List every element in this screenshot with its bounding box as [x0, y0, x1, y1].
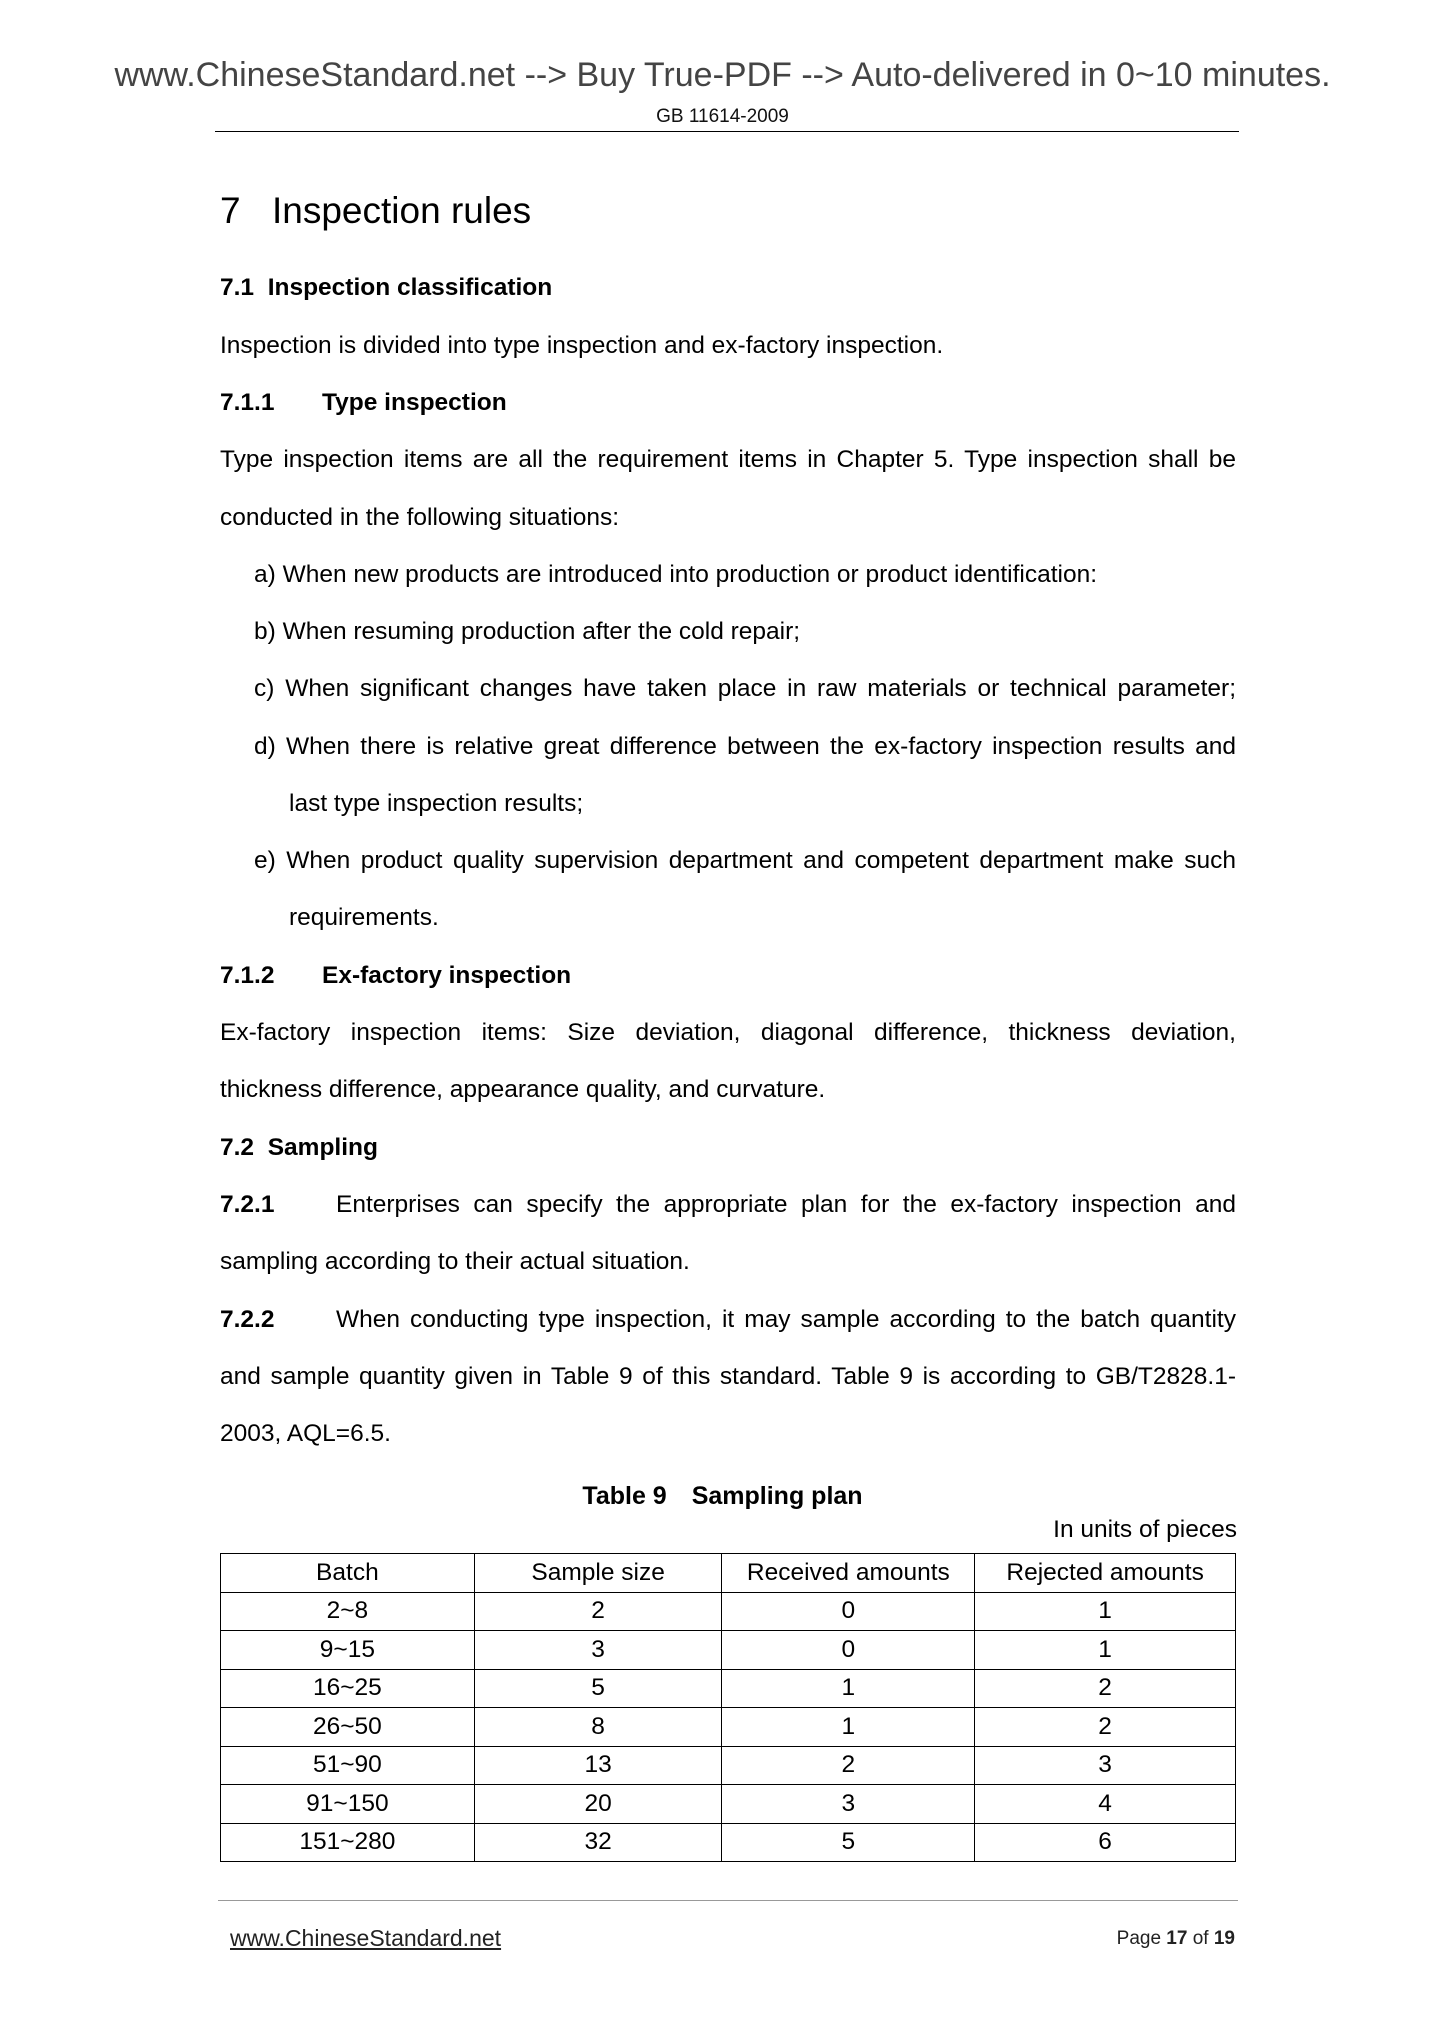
- header-divider: [215, 131, 1239, 132]
- table-cell: 5: [722, 1823, 975, 1862]
- footer-site-link[interactable]: www.ChineseStandard.net: [230, 1925, 502, 1951]
- list-item-b: b) When resuming production after the cold repair;: [254, 618, 801, 645]
- section-7-2-2-line1: [220, 1305, 1236, 1335]
- table-cell: 2: [975, 1669, 1236, 1708]
- list-item-e-continuation: requirements.: [289, 904, 439, 931]
- page-total: 19: [1213, 1928, 1235, 1949]
- table-cell: 3: [722, 1785, 975, 1824]
- section-7-1-title: Inspection classification: [267, 274, 553, 301]
- table-cell: 91~150: [221, 1785, 475, 1824]
- table-header-row: [221, 1554, 1236, 1593]
- section-7-heading: [220, 190, 531, 232]
- section-7-1-1-text-line2: conducted in the following situations:: [220, 504, 620, 531]
- section-7-1-1-title: Type inspection: [322, 389, 507, 416]
- table-row: [221, 1785, 1236, 1824]
- section-7-2-number: 7.2: [220, 1134, 255, 1161]
- section-7-2-2-text-line2: and sample quantity given in Table 9 of this standard. Table 9 is according to GB/T2828.1-: [220, 1363, 1236, 1390]
- section-7-2-title: Sampling: [267, 1134, 378, 1161]
- table-cell: 1: [975, 1631, 1236, 1670]
- section-7-title: Inspection rules: [272, 190, 532, 231]
- table-cell: 1: [722, 1708, 975, 1747]
- table-cell: 3: [975, 1746, 1236, 1785]
- table-cell: 6: [975, 1823, 1236, 1862]
- table-row: [221, 1746, 1236, 1785]
- table-cell: 4: [975, 1785, 1236, 1824]
- table-cell: 0: [722, 1631, 975, 1670]
- table-cell: 2: [722, 1746, 975, 1785]
- table-row: [221, 1708, 1236, 1747]
- section-7-1-1-text-line1: Type inspection items are all the requirement items in Chapter 5. Type inspection shall be: [220, 446, 1236, 473]
- list-item-d: d) When there is relative great difference between the ex-factory inspection results and: [254, 733, 1236, 760]
- section-7-2-1-number: 7.2.1: [220, 1191, 275, 1218]
- table-row: [221, 1823, 1236, 1862]
- table-row: [221, 1631, 1236, 1670]
- section-7-2-1-text-line1: Enterprises can specify the appropriate plan for the ex-factory inspection and: [336, 1191, 1236, 1218]
- section-7-1-1-heading: [220, 388, 1236, 418]
- document-id: GB 11614-2009: [656, 106, 789, 127]
- table-cell: 1: [722, 1669, 975, 1708]
- table-cell: 2: [975, 1708, 1236, 1747]
- page-number: 17: [1166, 1928, 1188, 1949]
- page-prefix: Page: [1116, 1928, 1162, 1949]
- footer-divider: [218, 1900, 1238, 1901]
- section-7-2-heading: [220, 1133, 1236, 1163]
- table-cell: 0: [722, 1592, 975, 1631]
- column-header: Received amounts: [722, 1554, 975, 1593]
- section-7-2-2-text-line3: 2003, AQL=6.5.: [220, 1420, 391, 1447]
- section-7-1-2-heading: [220, 961, 1236, 991]
- table-cell: 151~280: [221, 1823, 475, 1862]
- table-row: [221, 1592, 1236, 1631]
- table-cell: 26~50: [221, 1708, 475, 1747]
- table-cell: 8: [474, 1708, 722, 1747]
- header-banner[interactable]: www.ChineseStandard.net --> Buy True-PDF --> Auto-delivered in 0~10 minutes.: [114, 56, 1331, 94]
- table-cell: 51~90: [221, 1746, 475, 1785]
- list-item-c: c) When significant changes have taken place in raw materials or technical parameter;: [254, 675, 1236, 702]
- section-7-2-2-number: 7.2.2: [220, 1306, 275, 1333]
- table-cell: 13: [474, 1746, 722, 1785]
- table-cell: 20: [474, 1785, 722, 1824]
- section-7-1-2-number: 7.1.2: [220, 962, 275, 989]
- list-item-d-continuation: last type inspection results;: [289, 790, 584, 817]
- page-of: of: [1192, 1928, 1209, 1949]
- page-indicator: [1117, 1928, 1235, 1950]
- table-cell: 32: [474, 1823, 722, 1862]
- section-7-1-heading: [220, 273, 1236, 303]
- table-cell: 5: [474, 1669, 722, 1708]
- table-cell: 2~8: [221, 1592, 475, 1631]
- table-cell: 2: [474, 1592, 722, 1631]
- column-header: Batch: [221, 1554, 475, 1593]
- table-cell: 16~25: [221, 1669, 475, 1708]
- section-7-1-2-text-line2: thickness difference, appearance quality, and curvature.: [220, 1076, 826, 1103]
- table-cell: 3: [474, 1631, 722, 1670]
- table-9-title: Table 9 Sampling plan: [582, 1482, 863, 1510]
- column-header: Rejected amounts: [975, 1554, 1236, 1593]
- list-item-a: a) When new products are introduced into production or product identification:: [254, 561, 1098, 588]
- section-7-2-1-text-line2: sampling according to their actual situation.: [220, 1248, 690, 1275]
- column-header: Sample size: [474, 1554, 722, 1593]
- section-7-1-2-text-line1: Ex-factory inspection items: Size deviation, diagonal difference, thickness deviation,: [220, 1019, 1236, 1046]
- section-7-number: 7: [220, 190, 241, 231]
- section-7-1-2-title: Ex-factory inspection: [322, 962, 572, 989]
- section-7-1-number: 7.1: [220, 274, 255, 301]
- table-cell: 1: [975, 1592, 1236, 1631]
- list-item-e: e) When product quality supervision department and competent department make such: [254, 847, 1236, 874]
- sampling-plan-table: [220, 1553, 1236, 1862]
- table-9-units: In units of pieces: [1053, 1516, 1237, 1543]
- table-cell: 9~15: [221, 1631, 475, 1670]
- section-7-2-2-text-line1: When conducting type inspection, it may sample according to the batch quantity: [336, 1306, 1236, 1333]
- section-7-1-text: Inspection is divided into type inspection and ex-factory inspection.: [220, 332, 944, 359]
- section-7-1-1-number: 7.1.1: [220, 389, 275, 416]
- section-7-2-1-line1: [220, 1190, 1236, 1220]
- table-row: [221, 1669, 1236, 1708]
